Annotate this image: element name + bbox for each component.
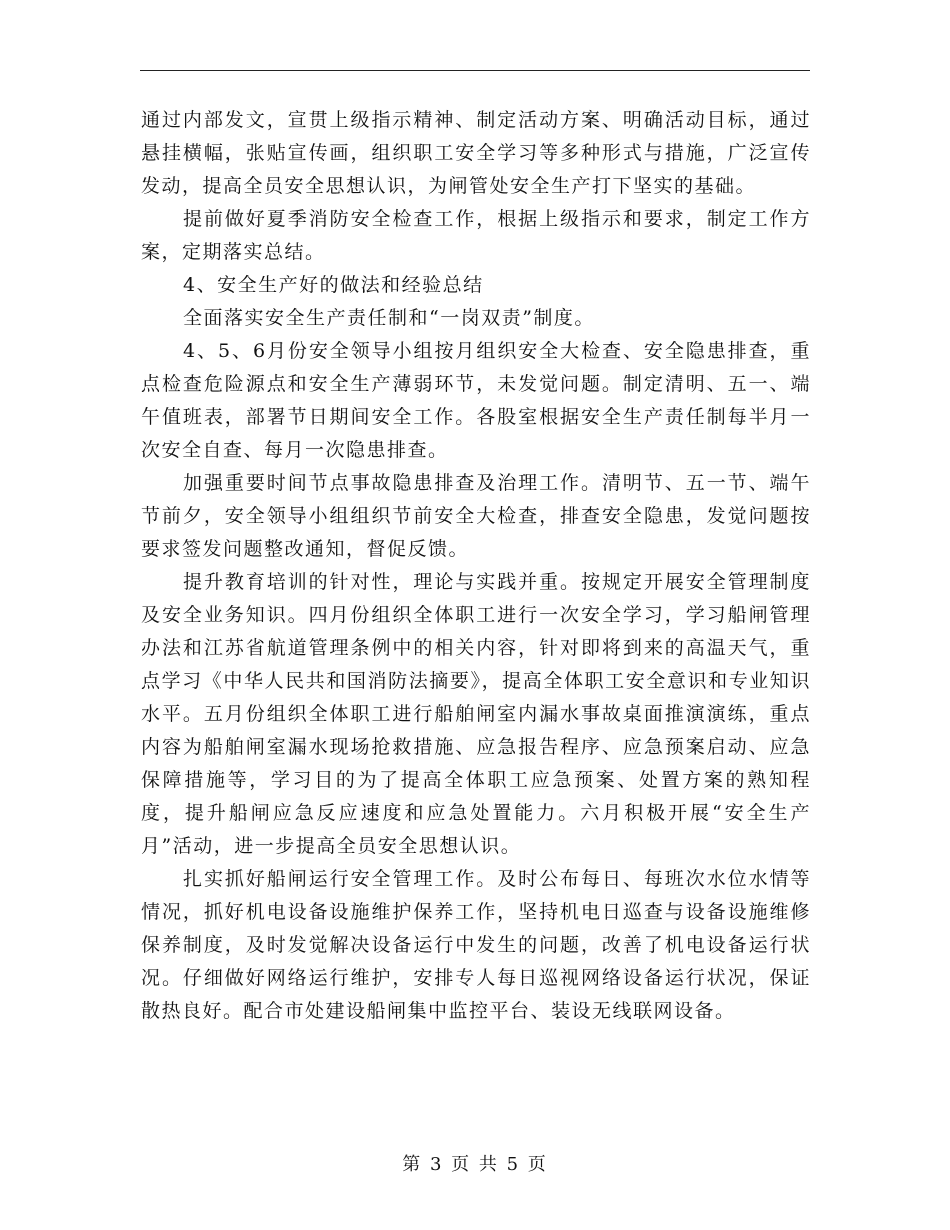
paragraph-7: 提升教育培训的针对性，理论与实践并重。按规定开展安全管理制度及安全业务知识。四月份组织全体职工进行一次安全学习，学习船闸管理办法和江苏省航道管理条例中的相关内容，针对即将到来的高温天气，重点学习《中华人民共和国消防法摘要》，提高全体职工安全意识和专业知识水平。五月份组织全体职工进行船舶闸室内漏水事故桌面推演演练，重点内容为船舶闸室漏水现场抢救措施、应急报告程序、应急预案启动、应急保障措施等，学习目的为了提高全体职工应急预案、处置方案的熟知程度，提升船闸应急反应速度和应急处置能力。六月积极开展“安全生产月”活动，进一步提高全员安全思想认识。 [141, 571, 811, 857]
document-body [141, 104, 811, 1028]
paragraph-6: 加强重要时间节点事故隐患排查及治理工作。清明节、五一节、端午节前夕，安全领导小组组织节前安全大检查，排查安全隐患，发觉问题按要求签发问题整改通知，督促反馈。 [141, 472, 811, 560]
paragraph-5: 4、5、6月份安全领导小组按月组织安全大检查、安全隐患排查，重点检查危险源点和安全生产薄弱环节，未发觉问题。制定清明、五一、端午值班表，部署节日期间安全工作。各股室根据安全生产责任制每半月一次安全自查、每月一次隐患排查。 [141, 340, 811, 461]
paragraph-1: 通过内部发文，宣贯上级指示精神、制定活动方案、明确活动目标，通过悬挂横幅，张贴宣传画，组织职工安全学习等多种形式与措施，广泛宣传发动，提高全员安全思想认识，为闸管处安全生产打下坚实的基础。 [141, 109, 811, 197]
page-number: 第 3 页 共 5 页 [402, 1154, 548, 1175]
paragraph-8: 扎实抓好船闸运行安全管理工作。及时公布每日、每班次水位水情等情况，抓好机电设备设施维护保养工作，坚持机电日巡查与设备设施维修保养制度，及时发觉解决设备运行中发生的问题，改善了机电设备运行状况。仔细做好网络运行维护，安排专人每日巡视网络设备运行状况，保证散热良好。配合市处建设船闸集中监控平台、装设无线联网设备。 [141, 868, 811, 1022]
paragraph-2: 提前做好夏季消防安全检查工作，根据上级指示和要求，制定工作方案，定期落实总结。 [141, 208, 811, 263]
paragraph-4: 全面落实安全生产责任制和“一岗双责”制度。 [183, 307, 595, 329]
section-heading: 4、安全生产好的做法和经验总结 [183, 274, 484, 296]
header-rule [140, 70, 810, 71]
